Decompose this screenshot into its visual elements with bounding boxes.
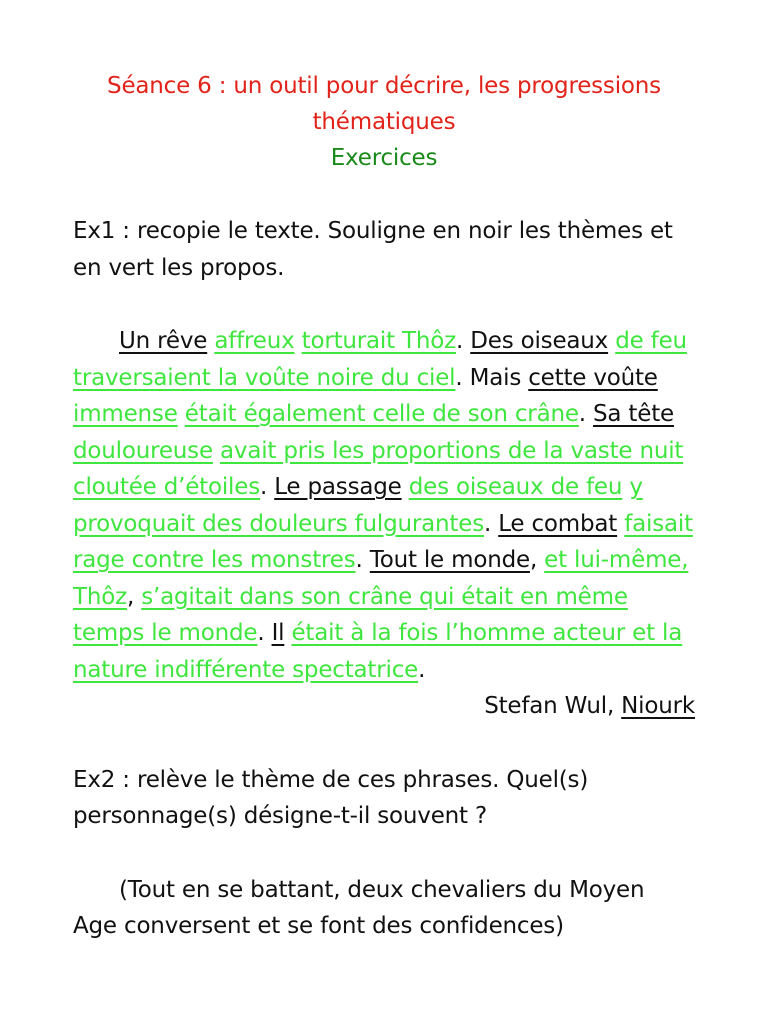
theme-segment: Sa tête xyxy=(593,401,674,427)
propos-segment: immense xyxy=(73,401,178,427)
attribution-author: Stefan Wul, xyxy=(484,693,622,719)
attribution xyxy=(73,688,695,725)
plain-text-segment: . xyxy=(578,401,594,427)
plain-text-segment: . xyxy=(257,620,272,646)
plain-text-segment: . xyxy=(418,656,426,683)
exercise-2-instruction: Ex2 : relève le thème de ces phrases. Quel(s) personnage(s) désigne-t-il souvent ? xyxy=(73,766,589,829)
propos-segment: affreux xyxy=(214,328,295,354)
exercise-1-passage xyxy=(73,323,695,688)
page-title: Séance 6 : un outil pour décrire, les progressions thématiques xyxy=(107,73,661,135)
propos-segment: faisait rage contre les monstres xyxy=(73,510,693,573)
plain-text-segment: . xyxy=(483,510,499,537)
plain-text-segment: . xyxy=(456,328,471,354)
plain-text-segment xyxy=(178,401,185,427)
theme-segment: Le passage xyxy=(274,474,402,500)
propos-segment: s’agitait dans son crâne qui était en même temps le monde xyxy=(73,583,628,646)
document-page xyxy=(73,68,695,945)
propos-segment: torturait Thôz xyxy=(301,328,457,354)
plain-text-segment: . Mais xyxy=(455,364,529,391)
plain-text-segment xyxy=(213,438,220,464)
propos-segment: y provoquait des douleurs fulgurantes xyxy=(73,474,643,537)
propos-segment: de feu traversaient la voûte noire du ciel xyxy=(73,328,687,391)
propos-segment: était à la fois l’homme acteur et la nature indifférente spectatrice xyxy=(73,620,683,683)
propos-segment: avait pris les proportions de la vaste nuit cloutée d’étoiles xyxy=(73,437,684,500)
plain-text-segment xyxy=(295,328,302,354)
propos-segment: et lui-même, Thôz xyxy=(73,547,689,610)
plain-text-segment xyxy=(402,474,409,500)
theme-segment: Des oiseaux xyxy=(470,328,609,354)
propos-segment: des oiseaux de feu xyxy=(408,474,623,500)
theme-segment: Un rêve xyxy=(119,328,208,354)
plain-text-segment: . xyxy=(355,547,370,573)
attribution-work: Niourk xyxy=(621,693,695,719)
propos-segment: douloureuse xyxy=(73,437,213,464)
theme-segment: cette voûte xyxy=(528,364,658,391)
theme-segment: Le combat xyxy=(498,510,618,537)
exercise-2-passage: (Tout en se battant, deux chevaliers du Moyen Age conversent et se font des confidences) xyxy=(73,876,645,939)
plain-text-segment: . xyxy=(259,474,275,500)
plain-text-segment: , xyxy=(529,547,545,573)
exercise-1-instruction: Ex1 : recopie le texte. Souligne en noir les thèmes et en vert les propos. xyxy=(73,218,673,281)
plain-text-segment: , xyxy=(126,583,142,610)
theme-segment: Il xyxy=(271,620,285,646)
propos-segment: était également celle de son crâne xyxy=(184,401,579,427)
page-subtitle: Exercices xyxy=(330,145,438,171)
theme-segment: Tout le monde xyxy=(369,547,530,573)
